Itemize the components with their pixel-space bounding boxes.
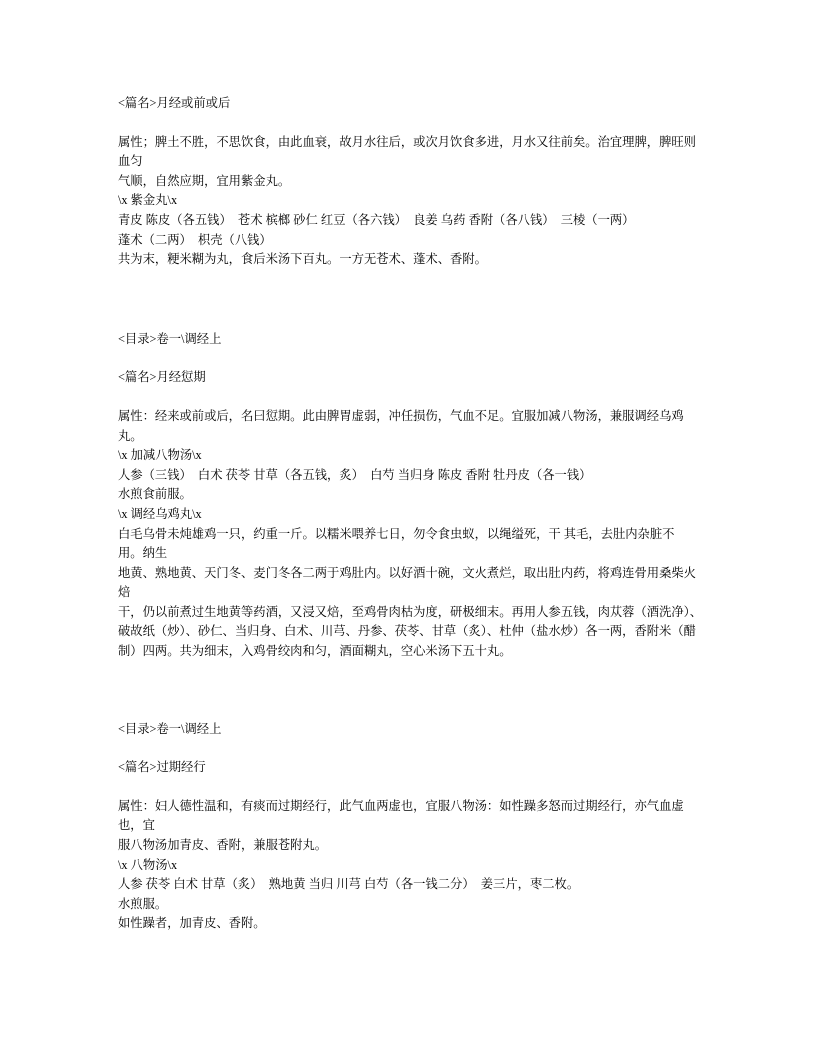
paragraph-line: 破故纸（炒）、砂仁、当归身、白术、川芎、丹参、茯苓、甘草（炙）、杜仲（盐水炒）各一两，香附米（醋 bbox=[118, 624, 696, 639]
section-heading: <目录>卷一\调经上 bbox=[118, 331, 222, 346]
spacer bbox=[118, 388, 704, 407]
paragraph-line: 青皮 陈皮（各五钱） 苍术 槟榔 砂仁 红豆（各六钱） 良姜 乌药 香附（各八钱） 三棱（一两） bbox=[118, 212, 635, 227]
paragraph-line: 属性；脾土不胜，不思饮食，由此血衰，故月水往后，或次月饮食多进，月水又往前矣。治宜理脾，脾旺则血匀 bbox=[118, 134, 696, 169]
document-section bbox=[118, 720, 704, 740]
document-section bbox=[118, 94, 704, 270]
spacer bbox=[118, 114, 704, 133]
paragraph-line: \x 加减八物汤\x bbox=[118, 448, 202, 463]
document-section bbox=[118, 758, 704, 934]
spacer bbox=[118, 349, 704, 368]
spacer bbox=[118, 778, 704, 797]
document-section bbox=[118, 368, 704, 661]
paragraph-line: 用。纳生 bbox=[118, 546, 168, 561]
paragraph-line: 人参 茯苓 白术 甘草（炙） 熟地黄 当归 川芎 白芍（各一钱二分） 姜三片，枣二枚。 bbox=[118, 877, 580, 892]
paragraph-line: 人参（三钱） 白术 茯苓 甘草（各五钱，炙） 白芍 当归身 陈皮 香附 牡丹皮（各一钱） bbox=[118, 467, 592, 482]
spacer bbox=[118, 739, 704, 758]
section-heading: <目录>卷一\调经上 bbox=[118, 721, 222, 736]
paragraph-line: 属性：经来或前或后，名曰愆期。此由脾胃虚弱，冲任损伤，气血不足。宜服加减八物汤，兼服调经乌鸡丸。 bbox=[118, 408, 684, 443]
paragraph-line: 制）四两。共为细末，入鸡骨绞肉和匀，酒面糊丸，空心米汤下五十丸。 bbox=[118, 644, 512, 659]
section-heading: <篇名>过期经行 bbox=[118, 760, 206, 775]
spacer bbox=[118, 270, 704, 330]
paragraph-line: 水煎食前服。 bbox=[118, 487, 192, 502]
paragraph-line: \x 八物汤\x bbox=[118, 857, 178, 872]
paragraph-line: 地黄、熟地黄、天门冬、麦门冬各二两于鸡肚内。以好酒十碗，文火煮烂，取出肚内药，将鸡连骨用桑柴火焙 bbox=[118, 565, 696, 600]
paragraph-line: 属性：妇人德性温和，有痰而过期经行，此气血两虚也，宜服八物汤：如性躁多怒而过期经行，亦气血虚也，宜 bbox=[118, 798, 684, 833]
paragraph-line: 蓬术（二两） 枳壳（八钱） bbox=[118, 232, 272, 247]
spacer bbox=[118, 662, 704, 720]
paragraph-line: 水煎服。 bbox=[118, 896, 168, 911]
paragraph-line: 如性躁者，加青皮、香附。 bbox=[118, 916, 266, 931]
document-section bbox=[118, 330, 704, 350]
paragraph-line: 共为末，粳米糊为丸，食后米汤下百丸。一方无苍术、蓬术、香附。 bbox=[118, 252, 487, 267]
section-heading: <篇名>月经或前或后 bbox=[118, 96, 231, 110]
section-heading: <篇名>月经愆期 bbox=[118, 370, 206, 385]
paragraph-line: 白毛乌骨未炖雄鸡一只，约重一斤。以糯米喂养七日，勿令食虫蚁，以绳缢死，干 其毛，去肚内杂脏不 bbox=[118, 526, 675, 541]
paragraph-line: 干，仍以前煮过生地黄等药酒，又浸又焙，至鸡骨肉枯为度，研极细末。再用人参五钱，肉苁蓉（酒洗净）、 bbox=[118, 604, 703, 619]
paragraph-line: 气顺，自然应期，宜用紫金丸。 bbox=[118, 173, 291, 188]
paragraph-line: 服八物汤加青皮、香附，兼服苍附丸。 bbox=[118, 838, 328, 853]
paragraph-line: \x 调经乌鸡丸\x bbox=[118, 506, 202, 521]
document-body bbox=[118, 94, 704, 934]
paragraph-line: \x 紫金丸\x bbox=[118, 193, 178, 208]
